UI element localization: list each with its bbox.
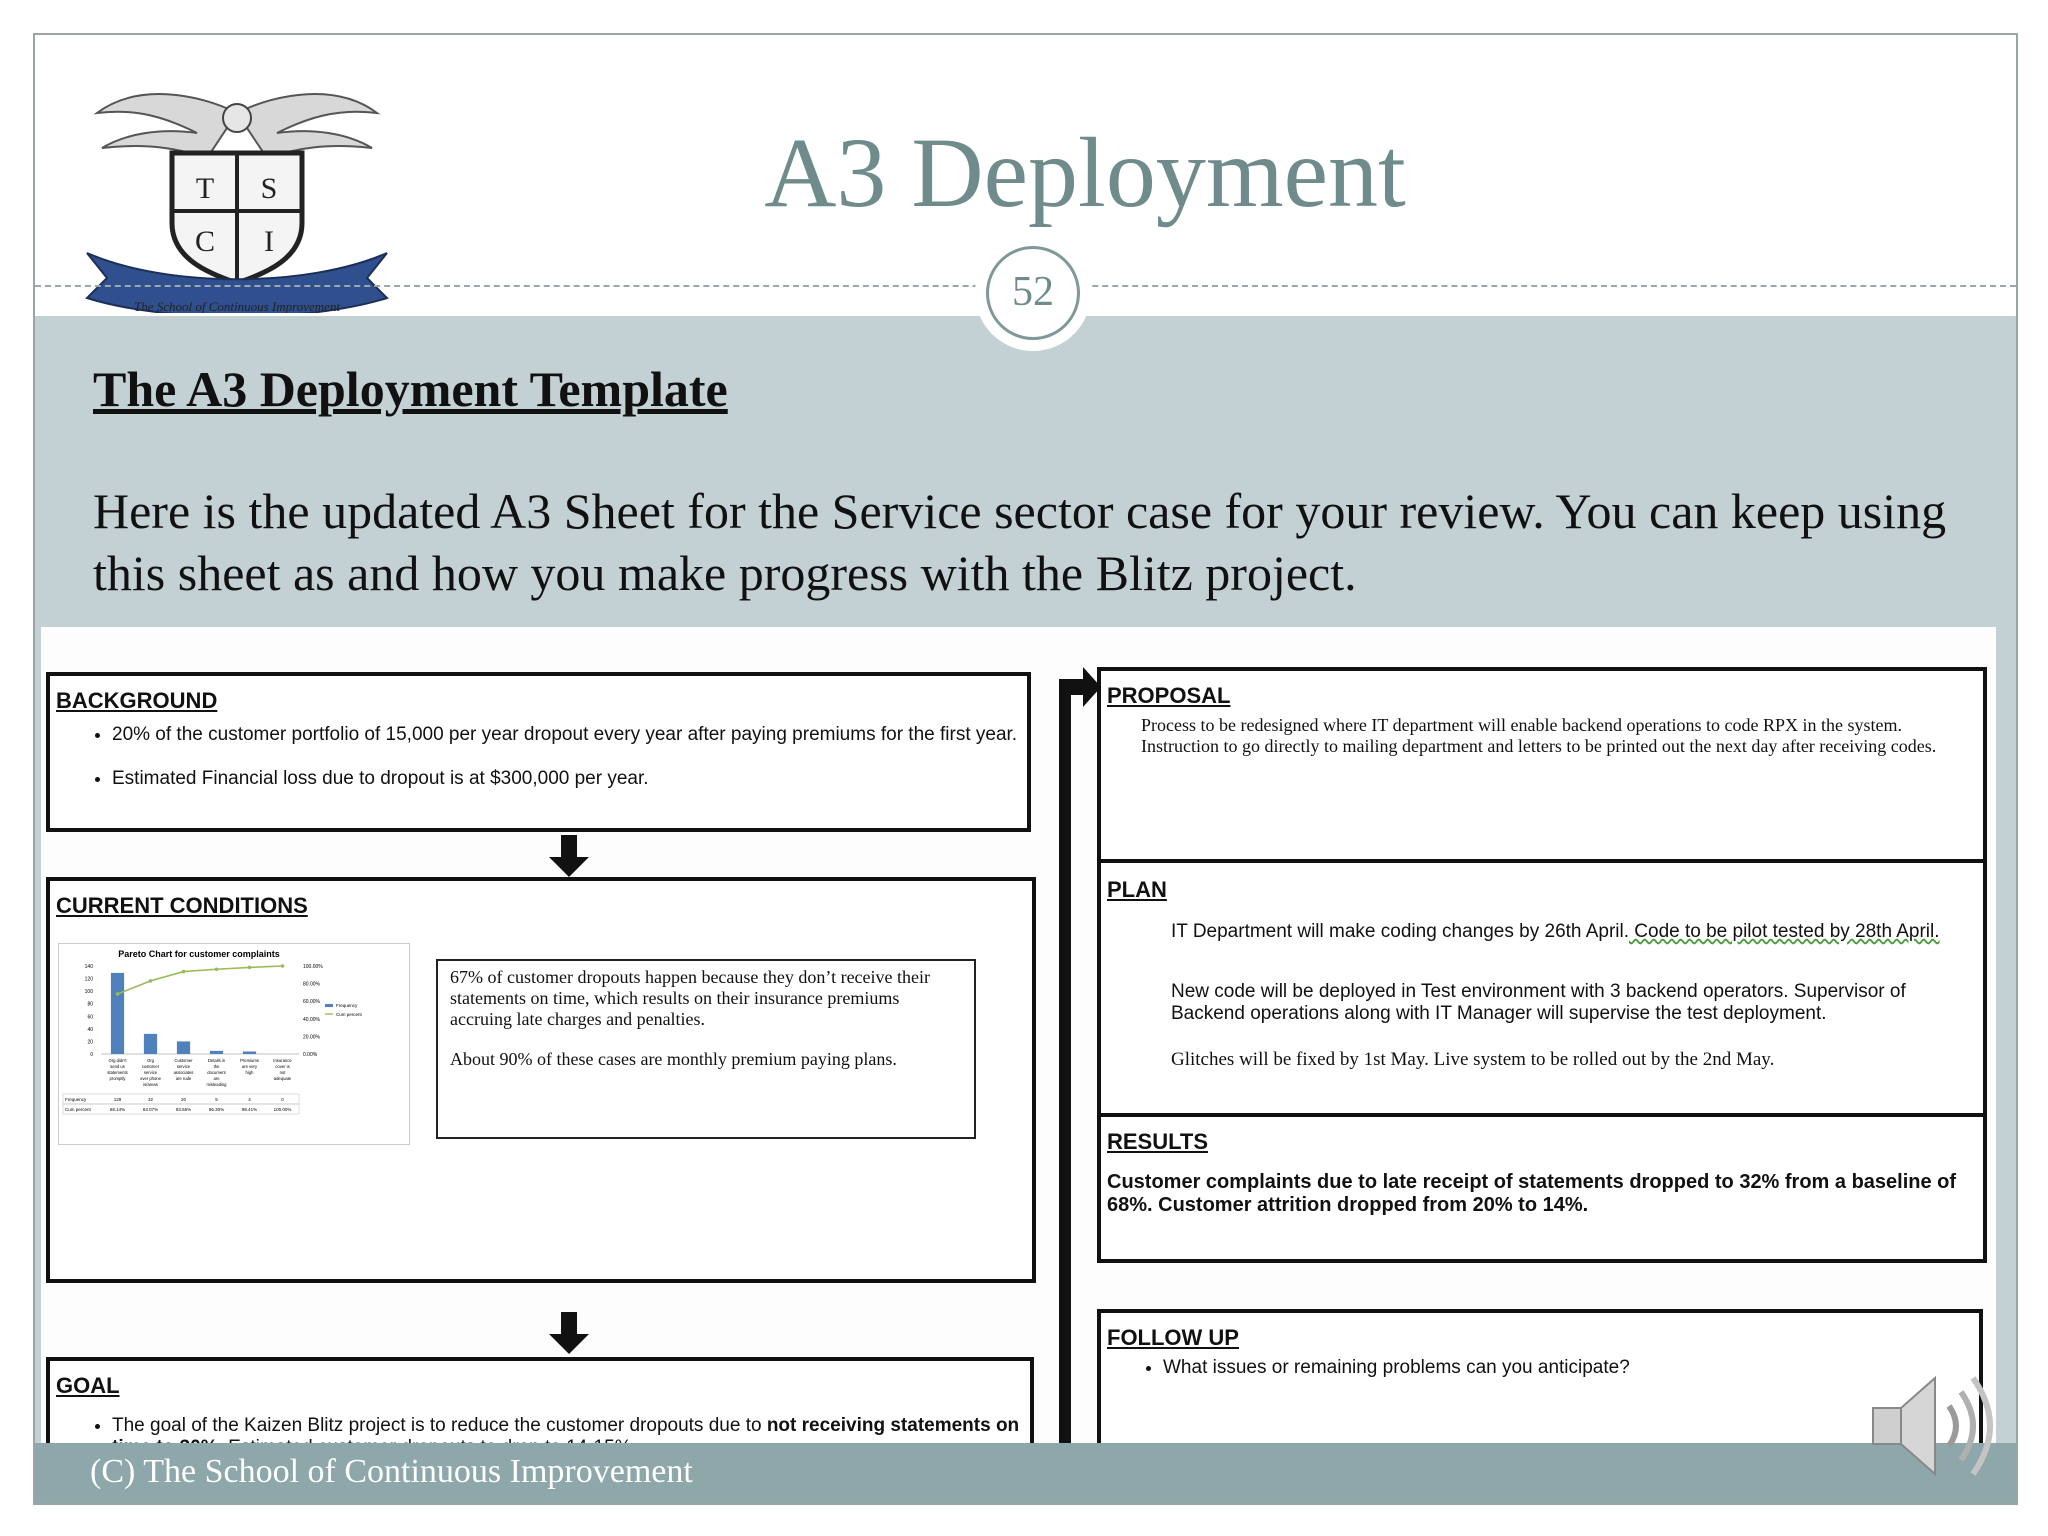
a3-sheet bbox=[41, 627, 1996, 1447]
footer-text: (C) The School of Continuous Improvement bbox=[90, 1453, 693, 1490]
slide-number: 52 bbox=[986, 246, 1080, 340]
plan-line-1b: Code to be pilot tested by 28th April. bbox=[1629, 921, 1940, 942]
y-tick-label: 100 bbox=[84, 989, 93, 996]
current-conditions-note bbox=[436, 959, 976, 1139]
category-label: adequate bbox=[273, 1076, 292, 1081]
table-cell: 20 bbox=[180, 1097, 187, 1102]
logo-caption: The School of Continuous Improvement bbox=[133, 299, 341, 313]
cumulative-point bbox=[281, 964, 285, 968]
bar bbox=[177, 1041, 190, 1054]
legend-label-cum: Cum percent bbox=[336, 1012, 362, 1017]
plan-line-2: New code will be deployed in Test environment with 3 backend operators. Supervisor of Backend operations along with IT Manager will supervise the test deployment. bbox=[1171, 981, 1906, 1024]
category-label: service bbox=[176, 1064, 191, 1069]
table-cell: 0 bbox=[281, 1097, 284, 1102]
y-tick-label: 40 bbox=[87, 1026, 93, 1033]
category-label: document bbox=[207, 1070, 226, 1075]
slide-title: A3 Deployment bbox=[764, 117, 1406, 228]
category-label: Org bbox=[147, 1058, 154, 1063]
y2-tick-label: 60.00% bbox=[303, 999, 320, 1006]
svg-text:T: T bbox=[195, 172, 215, 205]
cumulative-line bbox=[118, 966, 283, 994]
table-cell: 5 bbox=[215, 1097, 218, 1102]
plan-title: PLAN bbox=[1107, 877, 1167, 902]
table-row-label: Cum percent bbox=[65, 1107, 91, 1112]
background-bullet-2: • Estimated Financial loss due to dropout is at $300,000 per year. bbox=[112, 768, 1032, 790]
y2-tick-label: 20.00% bbox=[303, 1034, 320, 1041]
school-logo bbox=[67, 73, 407, 313]
table-cell: 83.07% bbox=[142, 1107, 159, 1112]
follow-up-list bbox=[1101, 1357, 1963, 1393]
results-title: RESULTS bbox=[1107, 1129, 1209, 1154]
background-bullet-1: • 20% of the customer portfolio of 15,000 per year dropout every year after paying premiums for the first year. bbox=[112, 724, 1032, 746]
cumulative-point bbox=[149, 979, 153, 983]
current-conditions-note-1: 67% of customer dropouts happen because they don’t receive their statements on time, which results on their insurance premiums accruing late charges and penalties. bbox=[450, 967, 931, 1029]
table-cell: 96.30% bbox=[208, 1107, 225, 1112]
follow-up-bullet: • What issues or remaining problems can you anticipate? bbox=[1163, 1357, 1963, 1379]
category-label: is/areas bbox=[143, 1082, 158, 1087]
right-arrow-icon bbox=[1059, 667, 1101, 707]
category-label: service bbox=[143, 1070, 158, 1075]
category-label: high bbox=[245, 1070, 254, 1075]
table-cell: 98.41% bbox=[241, 1107, 258, 1112]
category-label: statements bbox=[107, 1070, 128, 1075]
y2-tick-label: 100.00% bbox=[303, 964, 323, 970]
category-label: Premiums bbox=[240, 1058, 259, 1063]
background-box bbox=[46, 672, 1031, 832]
section-heading: The A3 Deployment Template bbox=[93, 361, 728, 417]
svg-text:I: I bbox=[264, 225, 274, 258]
intro-text: Here is the updated A3 Sheet for the Service sector case for your review. You can keep using this sheet as and how you make progress with the Blitz project. bbox=[93, 483, 1947, 601]
y-tick-label: 20 bbox=[87, 1039, 93, 1046]
follow-up-title: FOLLOW UP bbox=[1107, 1325, 1239, 1350]
y2-tick-label: 80.00% bbox=[303, 981, 320, 988]
table-cell: 32 bbox=[147, 1097, 154, 1102]
cumulative-point bbox=[116, 992, 120, 996]
current-conditions-title: CURRENT CONDITIONS bbox=[56, 893, 308, 918]
y-tick-label: 80 bbox=[87, 1001, 93, 1008]
legend-label-frequency: Frequency bbox=[336, 1003, 358, 1008]
category-label: Customer bbox=[174, 1058, 193, 1063]
bar bbox=[144, 1034, 157, 1054]
background-title: BACKGROUND bbox=[56, 688, 218, 713]
goal-text-bold: not receiving statements on bbox=[766, 1415, 1020, 1436]
category-label: send us bbox=[110, 1064, 125, 1069]
category-label: customer bbox=[141, 1064, 160, 1069]
legend-swatch-frequency bbox=[325, 1004, 333, 1007]
svg-text:C: C bbox=[194, 225, 216, 258]
category-label: not bbox=[279, 1070, 286, 1075]
table-cell: 100.00% bbox=[273, 1107, 292, 1112]
proposal-text: Process to be redesigned where IT department will enable backend operations to code RPX in the system. Instruction to go directly to mailing department and letters to be printed out the next day after receiving codes. bbox=[1141, 715, 1937, 756]
down-arrow-icon bbox=[549, 835, 589, 877]
cumulative-point bbox=[215, 967, 219, 971]
category-label: over phone bbox=[140, 1076, 161, 1081]
bar bbox=[111, 973, 124, 1054]
results-text: Customer complaints due to late receipt of statements dropped to 32% from a baseline of 68%. Customer attrition dropped from 20% to 14%. bbox=[1107, 1171, 1957, 1216]
proposal-box bbox=[1097, 667, 1987, 863]
down-arrow-icon-2 bbox=[549, 1312, 589, 1354]
y-tick-label: 0 bbox=[90, 1052, 93, 1058]
category-label: Insurance bbox=[273, 1058, 292, 1063]
goal-text-start: The goal of the Kaizen Blitz project is to reduce the customer dropouts due to bbox=[112, 1415, 767, 1436]
proposal-title: PROPOSAL bbox=[1107, 683, 1231, 708]
cumulative-point bbox=[248, 966, 252, 970]
slide-frame bbox=[33, 33, 2018, 1505]
background-list bbox=[50, 724, 1032, 804]
category-label: Org didn't bbox=[108, 1058, 127, 1063]
current-conditions-note-2: About 90% of these cases are monthly premium paying plans. bbox=[450, 1049, 897, 1069]
table-cell: 129 bbox=[113, 1097, 122, 1102]
table-row-label: Frequency bbox=[65, 1097, 87, 1102]
goal-title: GOAL bbox=[56, 1373, 120, 1398]
plan-line-3: Glitches will be fixed by 1st May. Live system to be rolled out by the 2nd May. bbox=[1171, 1049, 1775, 1070]
category-label: the bbox=[213, 1064, 220, 1069]
slide-footer bbox=[35, 1443, 2016, 1503]
table-cell: 4 bbox=[248, 1097, 251, 1102]
pareto-chart bbox=[58, 943, 410, 1145]
current-conditions-box bbox=[46, 877, 1036, 1283]
plan-line-1 bbox=[1171, 921, 1961, 943]
category-label: promptly bbox=[109, 1076, 126, 1081]
plan-line-1a: IT Department will make coding changes by 26th April. bbox=[1171, 921, 1629, 942]
category-label: associates bbox=[173, 1070, 194, 1075]
column-connector bbox=[1059, 687, 1071, 1447]
results-box bbox=[1097, 1113, 1987, 1263]
y-tick-label: 120 bbox=[84, 976, 93, 983]
plan-box bbox=[1097, 859, 1987, 1117]
bar bbox=[243, 1051, 256, 1054]
category-label: Details in bbox=[207, 1058, 226, 1063]
svg-text:S: S bbox=[260, 172, 278, 205]
speaker-icon[interactable] bbox=[1865, 1360, 2005, 1490]
category-label: cover is bbox=[275, 1064, 290, 1069]
cumulative-point bbox=[182, 970, 186, 974]
y-tick-label: 140 bbox=[84, 964, 93, 970]
y2-tick-label: 0.00% bbox=[303, 1052, 318, 1058]
y2-tick-label: 40.00% bbox=[303, 1016, 320, 1023]
category-label: misleading bbox=[206, 1082, 227, 1087]
category-label: are rude bbox=[175, 1076, 192, 1081]
table-cell: 68.14% bbox=[109, 1107, 126, 1112]
chart-title: Pareto Chart for customer complaints bbox=[118, 949, 280, 959]
category-label: are very bbox=[241, 1064, 258, 1069]
bar bbox=[210, 1051, 223, 1054]
follow-up-box bbox=[1097, 1309, 1983, 1465]
category-label: are bbox=[213, 1076, 220, 1081]
y-tick-label: 60 bbox=[87, 1014, 93, 1021]
table-cell: 93.65% bbox=[175, 1107, 192, 1112]
